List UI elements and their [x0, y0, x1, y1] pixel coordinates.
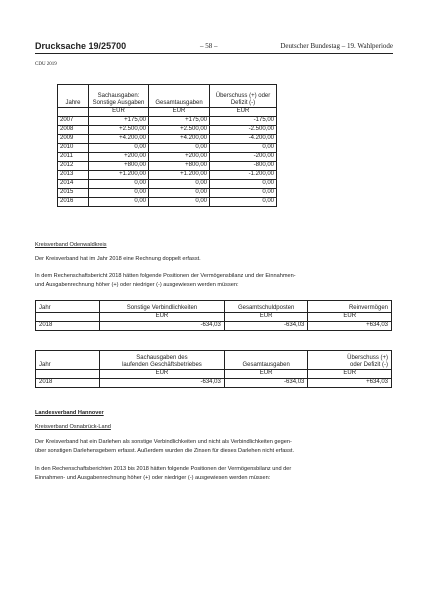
- table-row: [58, 162, 277, 171]
- year-cell: 2007: [58, 117, 89, 126]
- column-header-line: Überschuss (+) oder: [215, 93, 271, 99]
- column-header-line: Sonstige Ausgaben: [92, 100, 145, 106]
- table-header-row: [58, 85, 277, 108]
- value-cell: +1.200,00: [89, 171, 149, 180]
- document-number: [35, 41, 126, 51]
- value-cell: +175,00: [149, 117, 210, 126]
- column-header: [308, 351, 392, 370]
- unit-cell: EUR: [224, 313, 308, 322]
- table-row: [58, 153, 277, 162]
- year-cell: 2011: [58, 153, 89, 162]
- column-header: Reinvermögen: [308, 301, 392, 313]
- value-cell: 0,00: [149, 198, 210, 207]
- unit-row: [36, 370, 392, 379]
- value-cell: +634,03: [308, 322, 392, 331]
- value-cell: -1.200,00: [210, 171, 277, 180]
- paragraph-line: Einnahmen- und Ausgabenrechnung höher (+) oder niedriger (-) ausgewiesen werden müssen:: [35, 474, 271, 481]
- year-cell: 2018: [36, 379, 100, 388]
- paragraph-line: In dem Rechenschaftsbericht 2018 hätten folgende Positionen der Vermögensbilanz und der Einnahmen-: [35, 273, 296, 279]
- paragraph: Der Kreisverband hat im Jahr 2018 eine Rechnung doppelt erfasst.: [35, 256, 201, 262]
- value-cell: +200,00: [89, 153, 149, 162]
- column-header-line: oder Defizit (-): [349, 362, 388, 368]
- value-cell: 0,00: [89, 189, 149, 198]
- value-cell: 0,00: [89, 144, 149, 153]
- column-header-line: Sachausgaben:: [97, 93, 140, 99]
- table-row: [58, 126, 277, 135]
- value-cell: -634,03: [100, 322, 225, 331]
- value-cell: -4.200,00: [210, 135, 277, 144]
- value-cell: +800,00: [149, 162, 210, 171]
- table-row: [36, 379, 392, 388]
- unit-cell: EUR: [89, 108, 149, 117]
- year-cell: 2009: [58, 135, 89, 144]
- page-header: [35, 41, 393, 53]
- unit-cell: EUR: [100, 313, 225, 322]
- table-header-row: [36, 351, 392, 370]
- unit-cell: EUR: [100, 370, 225, 379]
- section-heading-hannover: Landesverband Hannover: [35, 410, 104, 416]
- value-cell: -634,03: [100, 379, 225, 388]
- paragraph-line: und Ausgabenrechnung höher (+) oder niedriger (-) ausgewiesen werden müssen:: [35, 281, 239, 288]
- party-year: CDU 2019: [35, 62, 57, 67]
- doc-label: Drucksache: [35, 41, 87, 51]
- year-cell: 2010: [58, 144, 89, 153]
- value-cell: 0,00: [89, 198, 149, 207]
- value-cell: -200,00: [210, 153, 277, 162]
- column-header: [100, 351, 225, 370]
- year-cell: 2016: [58, 198, 89, 207]
- column-header-line: Sachausgaben des: [136, 355, 188, 361]
- table-annual-deficits: [57, 84, 277, 207]
- unit-cell: [58, 108, 89, 117]
- unit-cell: EUR: [308, 313, 392, 322]
- unit-row: [36, 313, 392, 322]
- unit-cell: [36, 313, 100, 322]
- paragraph: [35, 272, 395, 289]
- column-header: Gesamtausgaben: [149, 85, 210, 108]
- value-cell: +800,00: [89, 162, 149, 171]
- paragraph: [35, 465, 395, 482]
- column-header-line: laufenden Geschäftsbetriebes: [122, 362, 202, 368]
- year-cell: 2018: [36, 322, 100, 331]
- value-cell: +4.200,00: [149, 135, 210, 144]
- year-cell: 2015: [58, 189, 89, 198]
- column-header-line: Überschuss (+): [347, 355, 388, 361]
- unit-cell: EUR: [210, 108, 277, 117]
- column-header: [89, 85, 149, 108]
- unit-cell: [36, 370, 100, 379]
- column-header: Jahr: [36, 351, 100, 370]
- table-row: [58, 198, 277, 207]
- table-row: [58, 135, 277, 144]
- column-header: Sonstige Verbindlichkeiten: [100, 301, 225, 313]
- value-cell: +2.500,00: [89, 126, 149, 135]
- column-header: Jahr: [36, 301, 100, 313]
- value-cell: 0,00: [89, 180, 149, 189]
- year-cell: 2013: [58, 171, 89, 180]
- column-header: Jahre: [58, 85, 89, 108]
- value-cell: +1.200,00: [149, 171, 210, 180]
- value-cell: +2.500,00: [149, 126, 210, 135]
- year-cell: 2012: [58, 162, 89, 171]
- table-balance-positions: [35, 300, 392, 331]
- subsection-heading-osnabrueck: Kreisverband Osnabrück-Land: [35, 424, 111, 430]
- section-heading-odenwaldkreis: Kreisverband Odenwaldkreis: [35, 242, 107, 248]
- value-cell: 0,00: [210, 180, 277, 189]
- value-cell: 0,00: [210, 189, 277, 198]
- paragraph-line: Der Kreisverband hat ein Darlehen als sonstige Verbindlichkeiten und nicht als Verbindlichkeiten gegen-: [35, 439, 292, 445]
- table-income-expense-positions: [35, 350, 392, 388]
- table-body: [58, 117, 277, 207]
- column-header: Gesamtausgaben: [224, 351, 308, 370]
- table-row: [58, 189, 277, 198]
- value-cell: 0,00: [210, 198, 277, 207]
- paragraph: [35, 438, 395, 455]
- doc-number: 19/25700: [88, 41, 127, 51]
- value-cell: -634,03: [224, 379, 308, 388]
- value-cell: -800,00: [210, 162, 277, 171]
- page-number: – 58 –: [200, 42, 218, 50]
- value-cell: -175,00: [210, 117, 277, 126]
- table-row: [58, 117, 277, 126]
- value-cell: +4.200,00: [89, 135, 149, 144]
- paragraph-line: über sonstigen Darlehensgebern erfasst. Außerdem wurden die Zinsen für dieses Darlehen nicht erfasst.: [35, 447, 295, 454]
- value-cell: +200,00: [149, 153, 210, 162]
- value-cell: -2.500,00: [210, 126, 277, 135]
- table-row: [58, 180, 277, 189]
- table-header-row: [36, 301, 392, 313]
- paragraph-line: In den Rechenschaftsberichten 2013 bis 2018 hätten folgende Positionen der Vermögensbilanz und der: [35, 466, 292, 472]
- unit-cell: EUR: [224, 370, 308, 379]
- value-cell: +634,03: [308, 379, 392, 388]
- column-header: Gesamtschuldposten: [224, 301, 308, 313]
- value-cell: 0,00: [210, 144, 277, 153]
- table-row: [58, 144, 277, 153]
- unit-cell: EUR: [149, 108, 210, 117]
- year-cell: 2008: [58, 126, 89, 135]
- unit-row: [58, 108, 277, 117]
- value-cell: 0,00: [149, 144, 210, 153]
- table-row: [36, 322, 392, 331]
- table-row: [58, 171, 277, 180]
- value-cell: -634,03: [224, 322, 308, 331]
- header-rule: [35, 53, 393, 54]
- year-cell: 2014: [58, 180, 89, 189]
- column-header-line: Defizit (-): [230, 100, 256, 106]
- value-cell: 0,00: [149, 180, 210, 189]
- unit-cell: EUR: [308, 370, 392, 379]
- parliament-label: Deutscher Bundestag – 19. Wahlperiode: [280, 42, 393, 50]
- value-cell: 0,00: [149, 189, 210, 198]
- column-header: [210, 85, 277, 108]
- value-cell: +175,00: [89, 117, 149, 126]
